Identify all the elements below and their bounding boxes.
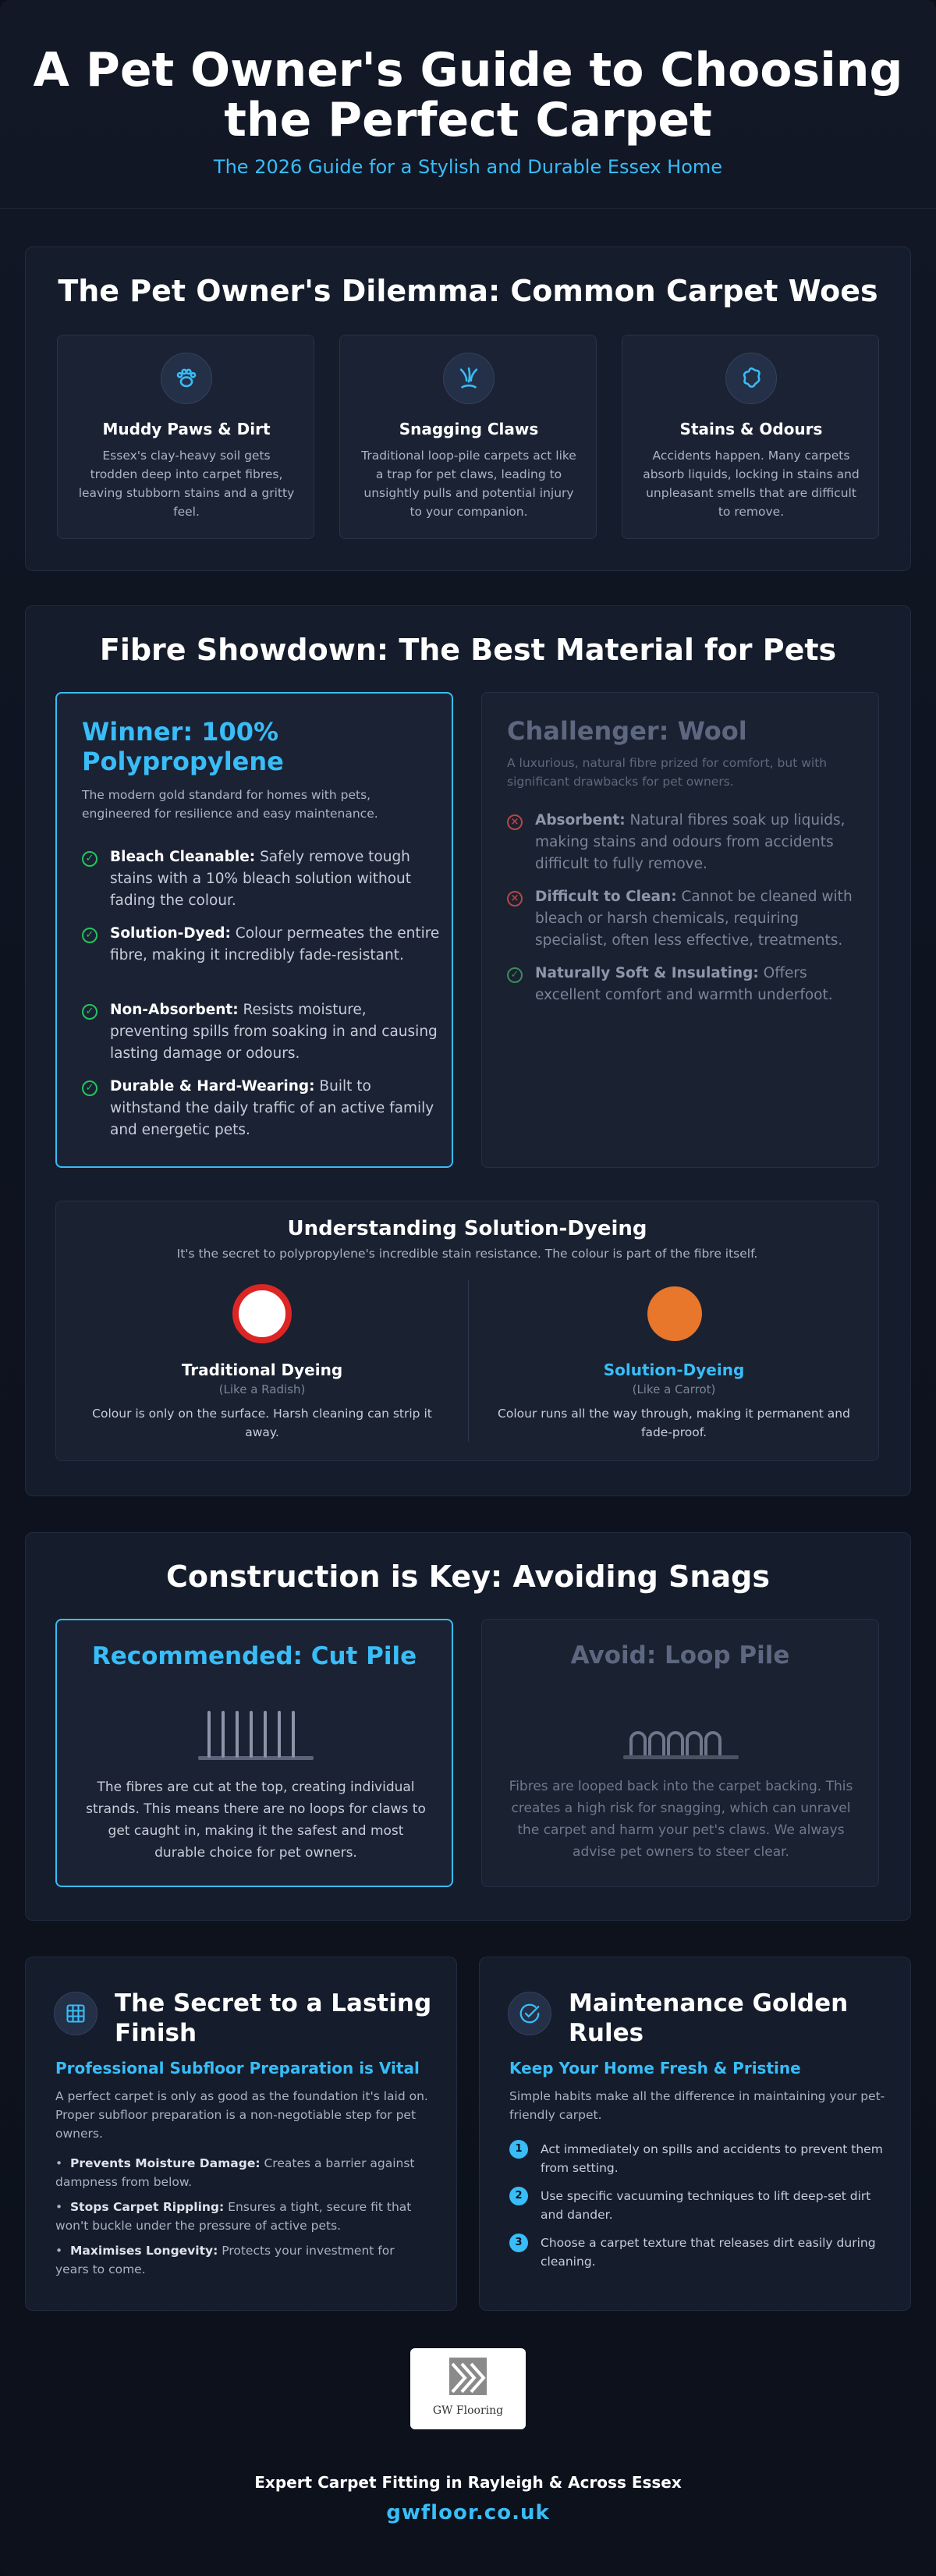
point-text: Cannot be cleaned with bleach or harsh chemicals, requiring specialist, often less effective, treatments. [535, 889, 853, 949]
maintenance-rule [509, 2187, 884, 2224]
winner-point [82, 1076, 441, 1141]
check-icon: ✓ [82, 1080, 98, 1096]
logo-mark-icon [448, 2356, 488, 2400]
rule-text: Choose a carpet texture that releases dirt easily during cleaning. [541, 2236, 876, 2269]
dyeing-name: Traditional Dyeing [181, 1361, 343, 1379]
dyeing-divider [468, 1279, 469, 1442]
maintenance-rule [509, 2140, 884, 2177]
challenger-point [507, 886, 866, 952]
check-icon: ✓ [82, 851, 98, 867]
winner-card [55, 692, 453, 1168]
x-icon: × [507, 891, 523, 907]
point-text: Built to withstand the daily traffic of an active family and energetic pets. [110, 1078, 434, 1138]
bullet-text: Ensures a tight, secure fit that won't buckle under the pressure of active pets. [55, 2200, 412, 2233]
loop-pile-card [481, 1619, 879, 1887]
winner-point [82, 999, 441, 1065]
winner-point [82, 846, 441, 912]
point-label: Durable & Hard-Wearing: [110, 1078, 315, 1095]
challenger-point [507, 963, 866, 1006]
point-label: Bleach Cleanable: [110, 849, 256, 865]
dyeing-text: Colour runs all the way through, making it permanent and fade-proof. [498, 1407, 850, 1439]
carrot-icon [647, 1286, 702, 1341]
page-title: A Pet Owner's Guide to Choosing the Perfect Carpet [33, 43, 903, 147]
finish-bullet: • Prevents Moisture Damage: Creates a barrier against dampness from below. [55, 2156, 415, 2189]
rule-number: 1 [509, 2140, 528, 2159]
fibre-section [25, 605, 911, 1496]
dyeing-title: Understanding Solution-Dyeing [287, 1217, 647, 1240]
challenger-card [481, 692, 879, 1168]
logo-text: GW Flooring [432, 2404, 504, 2417]
dyeing-name: Solution-Dyeing [603, 1361, 745, 1379]
maintenance-title: Maintenance Golden Rules [569, 1989, 849, 2047]
maintenance-subtitle: Keep Your Home Fresh & Pristine [509, 2059, 801, 2077]
bullet-text: Creates a barrier against dampness from below. [55, 2156, 415, 2189]
maintenance-desc: Simple habits make all the difference in maintaining your pet-friendly carpet. [509, 2089, 885, 2122]
point-text: Natural fibres soak up liquids, making stains and odours from accidents difficult to fully remove. [535, 812, 846, 872]
muddy-paw-icon [161, 353, 212, 404]
woe-text: Accidents happen. Many carpets absorb liquids, locking in stains and unpleasant smells that are difficult to remove. [643, 449, 860, 519]
grid-icon [54, 1992, 98, 2035]
website-link[interactable]: gwfloor.co.uk [386, 2501, 550, 2525]
dilemma-title: The Pet Owner's Dilemma: Common Carpet Woes [58, 274, 878, 308]
bullet-label: Prevents Moisture Damage: [70, 2156, 261, 2170]
challenger-heading: Challenger: Wool [507, 716, 747, 746]
check-icon: ✓ [82, 1004, 98, 1020]
finish-desc: A perfect carpet is only as good as the foundation it's laid on. Proper subfloor preparation is a non-negotiable step for pet owners. [55, 2089, 428, 2141]
construction-title: Construction is Key: Avoiding Snags [166, 1559, 770, 1594]
point-text: Colour permeates the entire fibre, making it incredibly fade-resistant. [110, 925, 440, 963]
point-label: Difficult to Clean: [535, 889, 677, 905]
point-label: Naturally Soft & Insulating: [535, 965, 759, 981]
check-icon: ✓ [82, 928, 98, 943]
rule-text: Act immediately on spills and accidents to prevent them from setting. [541, 2142, 883, 2175]
fibre-title: Fibre Showdown: The Best Material for Pets [99, 633, 837, 667]
woe-title: Muddy Paws & Dirt [102, 420, 271, 438]
maintenance-card [479, 1957, 911, 2311]
woe-text: Traditional loop-pile carpets act like a trap for pet claws, leading to unsightly pulls and potential injury to your companion. [361, 449, 576, 519]
check-icon: ✓ [507, 967, 523, 983]
stain-icon [725, 353, 777, 404]
winner-point [82, 923, 441, 967]
point-label: Solution-Dyed: [110, 925, 231, 942]
winner-heading: Winner: 100% Polypropylene [82, 717, 284, 776]
dyeing-text: Colour is only on the surface. Harsh cleaning can strip it away. [92, 1407, 432, 1439]
dilemma-section [25, 247, 911, 571]
rule-number: 3 [509, 2234, 528, 2252]
point-text: Offers excellent comfort and warmth underfoot. [535, 965, 833, 1003]
finish-bullet: • Maximises Longevity: Protects your investment for years to come. [55, 2244, 395, 2276]
maintenance-rule [509, 2234, 884, 2271]
woe-card-stains-odours [622, 335, 879, 539]
dyeing-like: (Like a Carrot) [632, 1382, 716, 1396]
finish-subtitle: Professional Subfloor Preparation is Vital [55, 2059, 420, 2077]
dyeing-desc: It's the secret to polypropylene's incredible stain resistance. The colour is part of the fibre itself. [176, 1247, 758, 1261]
woe-card-muddy-paws [57, 335, 314, 539]
woe-title: Snagging Claws [399, 420, 539, 438]
page-subtitle: The 2026 Guide for a Stylish and Durable Essex Home [213, 156, 723, 178]
woe-text: Essex's clay-heavy soil gets trodden deep into carpet fibres, leaving stubborn stains and a gritty feel. [78, 449, 295, 519]
claw-icon [443, 353, 495, 404]
footer-tagline: Expert Carpet Fitting in Rayleigh & Across Essex [254, 2473, 682, 2492]
woe-title: Stains & Odours [679, 420, 823, 438]
cut-pile-illustration [193, 1706, 318, 1762]
loop-pile-heading: Avoid: Loop Pile [570, 1641, 790, 1669]
solution-dyeing-box [55, 1201, 879, 1461]
cut-pile-card [55, 1619, 453, 1887]
rule-number: 2 [509, 2187, 528, 2205]
loop-pile-illustration [619, 1705, 743, 1762]
construction-section [25, 1532, 911, 1921]
hero-header [0, 0, 936, 209]
challenger-point [507, 810, 866, 875]
bullet-label: Stops Carpet Rippling: [70, 2200, 225, 2214]
gw-flooring-logo[interactable] [410, 2348, 526, 2429]
cut-pile-heading: Recommended: Cut Pile [91, 1642, 417, 1670]
bullet-label: Maximises Longevity: [70, 2244, 218, 2258]
woe-card-snagging-claws [339, 335, 597, 539]
dyeing-like: (Like a Radish) [218, 1382, 306, 1396]
finish-card [25, 1957, 457, 2311]
check-badge-icon [508, 1992, 551, 2035]
cut-pile-text: The fibres are cut at the top, creating individual strands. This means there are no loops for claws to get caught in, making it the safest and most durable choice for pet owners. [86, 1779, 426, 1861]
x-icon: × [507, 814, 523, 830]
point-label: Absorbent: [535, 812, 626, 829]
finish-title: The Secret to a Lasting Finish [115, 1989, 432, 2047]
challenger-intro: A luxurious, natural fibre prized for comfort, but with significant drawbacks for pet owners. [507, 756, 828, 789]
point-text: Resists moisture, preventing spills from soaking in and causing lasting damage or odours. [110, 1002, 438, 1062]
rule-text: Use specific vacuuming techniques to lift deep-set dirt and dander. [541, 2189, 871, 2222]
point-label: Non-Absorbent: [110, 1002, 239, 1018]
point-text: Safely remove tough stains with a 10% bleach solution without fading the colour. [110, 849, 412, 909]
radish-icon [232, 1284, 292, 1343]
bullet-text: Protects your investment for years to come. [55, 2244, 395, 2276]
footer [0, 2348, 936, 2576]
loop-pile-text: Fibres are looped back into the carpet backing. This creates a high risk for snagging, which can unravel the carpet and harm your pet's claws. We always advise pet owners to steer clear. [509, 1779, 853, 1860]
finish-bullet: • Stops Carpet Rippling: Ensures a tight, secure fit that won't buckle under the pressure of active pets. [55, 2200, 412, 2233]
winner-intro: The modern gold standard for homes with pets, engineered for resilience and easy maintenance. [82, 788, 378, 821]
